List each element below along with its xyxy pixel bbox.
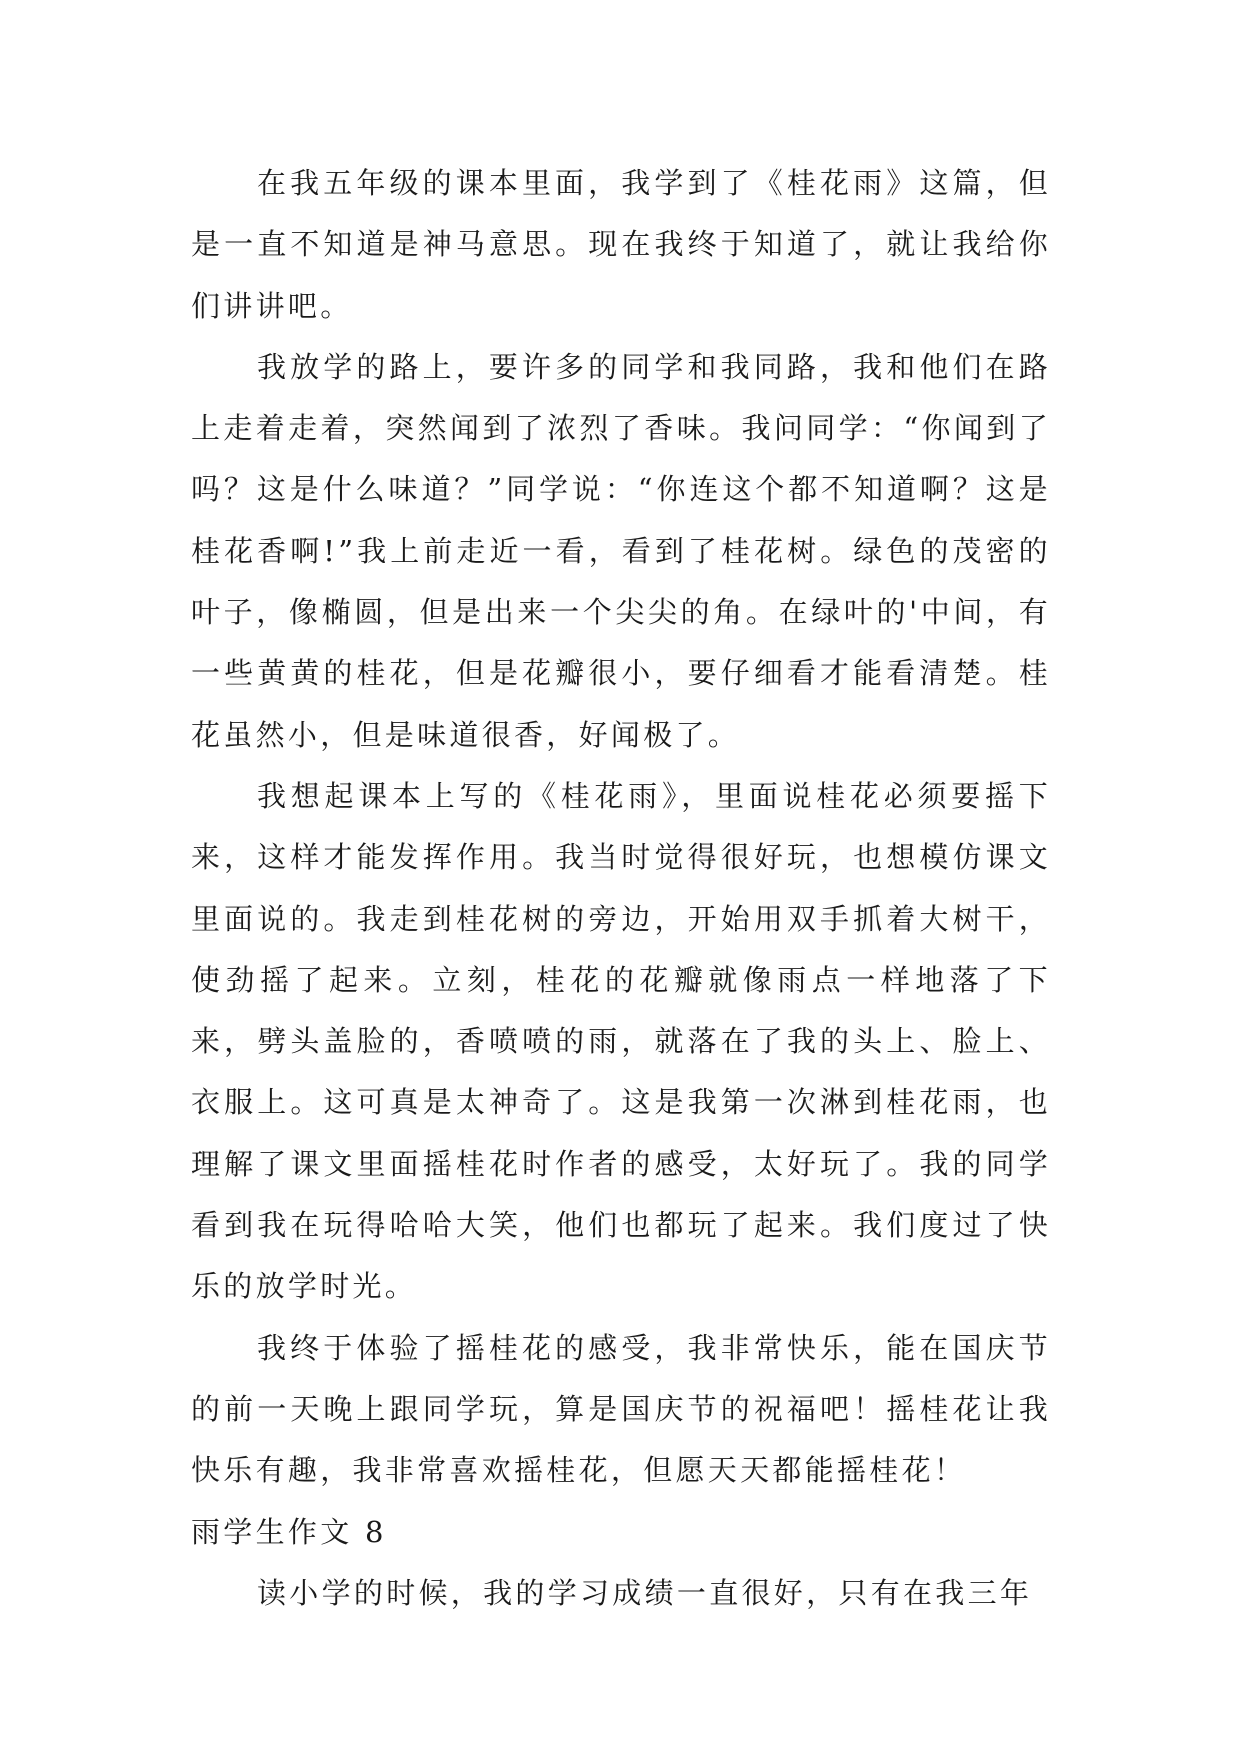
paragraph-4: 我终于体验了摇桂花的感受，我非常快乐，能在国庆节的前一天晚上跟同学玩，算是国庆节的祝福吧！摇桂花让我快乐有趣，我非常喜欢摇桂花，但愿天天都能摇桂花！: [191, 1330, 1051, 1488]
essay-body: [191, 153, 1051, 1624]
section-heading: 雨学生作文 8: [191, 1514, 387, 1549]
paragraph-2: 我放学的路上，要许多的同学和我同路，我和他们在路上走着走着，突然闻到了浓烈了香味。我问同学：“你闻到了吗？这是什么味道？”同学说：“你连这个都不知道啊？这是桂花香啊!”我上前走近一看，看到了桂花树。绿色的茂密的叶子，像椭圆，但是出来一个尖尖的角。在绿叶的'中间，有一些黄黄的桂花，但是花瓣很小，要仔细看才能看清楚。桂花虽然小，但是味道很香，好闻极了。: [191, 349, 1051, 752]
paragraph-5: 读小学的时候，我的学习成绩一直很好，只有在我三年: [257, 1575, 1033, 1610]
paragraph-3: 我想起课本上写的《桂花雨》，里面说桂花必须要摇下来，这样才能发挥作用。我当时觉得很好玩，也想模仿课文里面说的。我走到桂花树的旁边，开始用双手抓着大树干，使劲摇了起来。立刻，桂花的花瓣就像雨点一样地落了下来，劈头盖脸的，香喷喷的雨，就落在了我的头上、脸上、衣服上。这可真是太神奇了。这是我第一次淋到桂花雨，也理解了课文里面摇桂花时作者的感受，太好玩了。我的同学看到我在玩得哈哈大笑，他们也都玩了起来。我们度过了快乐的放学时光。: [191, 778, 1051, 1304]
paragraph-1: 在我五年级的课本里面，我学到了《桂花雨》这篇，但是一直不知道是神马意思。现在我终于知道了，就让我给你们讲讲吧。: [191, 166, 1051, 323]
